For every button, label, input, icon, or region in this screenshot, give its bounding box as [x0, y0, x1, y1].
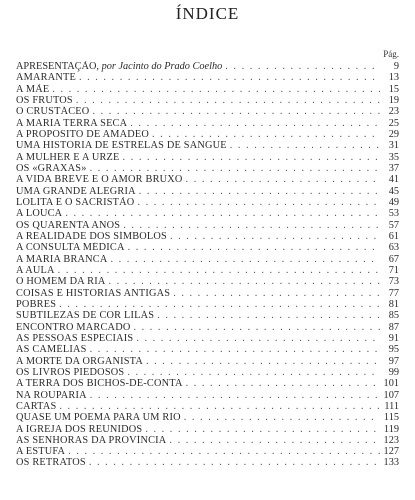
entry-page-number: 111 — [384, 400, 399, 412]
toc-entry — [16, 310, 399, 321]
dot-leader — [130, 118, 380, 129]
dot-leader — [170, 231, 380, 242]
entry-page-number: 77 — [388, 287, 399, 299]
entry-title: OS «GRAXAS» — [16, 162, 87, 174]
entry-title: A MORTE DA ORGANISTA — [16, 355, 143, 367]
entry-page-number: 23 — [388, 106, 399, 118]
entry-title: A MARIA BRANCA — [16, 253, 108, 265]
dot-leader — [169, 435, 380, 446]
entry-title: COISAS E HISTÓRIAS ANTIGAS — [16, 287, 171, 299]
entry-page-number: 99 — [388, 366, 399, 378]
dot-leader — [225, 61, 380, 72]
toc-entry — [16, 424, 399, 435]
entry-title: ENCONTRO MARCADO — [16, 321, 131, 333]
entry-page-number: 53 — [388, 208, 399, 220]
entry-title-prefix: APRESENTAÇÃO, — [16, 61, 99, 72]
entry-title: A ESTUFA — [16, 446, 66, 458]
entry-title: OS QUARENTA ANOS — [16, 219, 121, 231]
entry-page-number: 91 — [388, 332, 399, 344]
entry-page-number: 71 — [388, 264, 399, 276]
entry-page-number: 19 — [388, 94, 399, 106]
entry-title: UMA HISTÓRIA DE ESTRELAS DE SANGUE — [16, 140, 227, 152]
toc-entry — [16, 390, 399, 401]
toc-entry — [16, 254, 399, 265]
index-title: ÍNDICE — [175, 4, 240, 23]
entry-title — [16, 61, 222, 72]
table-of-contents — [16, 61, 399, 469]
entry-page-number: 107 — [383, 389, 399, 401]
entry-page-number: 13 — [388, 72, 399, 84]
entry-page-number: 87 — [388, 321, 399, 333]
toc-entry — [16, 84, 399, 95]
entry-page-number: 31 — [388, 140, 399, 152]
entry-title: POBRES — [16, 298, 57, 310]
page-column-header: Pág. — [383, 49, 399, 59]
dot-leader — [137, 197, 380, 208]
entry-title: A IGREJA DOS REUNIDOS — [16, 423, 143, 435]
entry-page-number: 123 — [383, 434, 399, 446]
toc-entry — [16, 242, 399, 253]
entry-title: O CRUSTÁCEO — [16, 106, 90, 118]
dot-leader — [184, 412, 380, 423]
dot-leader — [123, 152, 380, 163]
dot-leader — [108, 276, 380, 287]
dot-leader — [58, 265, 380, 276]
dot-leader — [111, 254, 381, 265]
entry-page-number: 133 — [383, 457, 399, 469]
dot-leader — [92, 106, 380, 117]
entry-title: A VIDA BREVE E O AMOR BRUXO — [16, 174, 183, 186]
dot-leader — [136, 333, 380, 344]
toc-entry — [16, 446, 399, 457]
entry-title: OS FRUTOS — [16, 94, 73, 106]
toc-entry — [16, 208, 399, 219]
entry-page-number: 9 — [393, 61, 399, 72]
entry-page-number: 45 — [388, 185, 399, 197]
entry-title: CARTAS — [16, 400, 57, 412]
toc-entry — [16, 412, 399, 423]
toc-entry — [16, 106, 399, 117]
entry-title: A AULA — [16, 264, 55, 276]
entry-page-number: 35 — [388, 151, 399, 163]
dot-leader — [157, 310, 380, 321]
entry-title: A MARIA TERRA SECA — [16, 117, 128, 129]
dot-leader — [90, 390, 380, 401]
toc-entry — [16, 367, 399, 378]
toc-entry — [16, 333, 399, 344]
entry-page-number: 85 — [388, 310, 399, 322]
dot-leader — [230, 140, 380, 151]
entry-page-number: 73 — [388, 276, 399, 288]
entry-page-number: 49 — [388, 196, 399, 208]
toc-entry — [16, 174, 399, 185]
entry-title: AS CAMÉLIAS — [16, 344, 87, 356]
toc-entry — [16, 220, 399, 231]
entry-page-number: 119 — [383, 423, 399, 435]
toc-entry — [16, 186, 399, 197]
entry-page-number: 97 — [388, 355, 399, 367]
entry-page-number: 25 — [388, 117, 399, 129]
entry-page-number: 61 — [388, 230, 399, 242]
entry-title: QUASE UM POEMA PARA UM RIO — [16, 412, 181, 424]
entry-page-number: 95 — [388, 344, 399, 356]
entry-page-number: 37 — [388, 162, 399, 174]
entry-page-number: 15 — [388, 83, 399, 95]
toc-entry — [16, 197, 399, 208]
toc-entry — [16, 129, 399, 140]
dot-leader — [59, 299, 380, 310]
toc-entry — [16, 457, 399, 468]
entry-title: AS SENHORAS DA PROVÍNCIA — [16, 434, 167, 446]
dot-leader — [89, 457, 380, 468]
entry-title: A MÃE — [16, 83, 50, 95]
dot-leader — [52, 84, 380, 95]
toc-entry — [16, 152, 399, 163]
dot-leader — [90, 344, 380, 355]
entry-title: NA ROUPARIA — [16, 389, 87, 401]
entry-title: OS RETRATOS — [16, 457, 86, 469]
dot-leader — [68, 446, 380, 457]
toc-entry — [16, 61, 399, 72]
toc-entry — [16, 435, 399, 446]
toc-entry — [16, 276, 399, 287]
entry-page-number: 41 — [388, 174, 399, 186]
entry-page-number: 115 — [383, 412, 399, 424]
dot-leader — [128, 242, 380, 253]
entry-title: AMARANTE — [16, 72, 76, 84]
entry-title-rest: por Jacinto do Prado Coelho — [99, 61, 223, 72]
entry-page-number: 127 — [383, 446, 399, 458]
dot-leader — [186, 378, 380, 389]
entry-title: O HOMEM DA RIA — [16, 276, 106, 288]
toc-entry — [16, 140, 399, 151]
entry-page-number: 101 — [383, 378, 399, 390]
entry-page-number: 57 — [388, 219, 399, 231]
entry-title: A CONSULTA MÉDICA — [16, 242, 125, 254]
entry-title: LOLITA E O SACRISTÃO — [16, 196, 135, 208]
toc-entry — [16, 72, 399, 83]
entry-page-number: 63 — [388, 242, 399, 254]
toc-entry — [16, 265, 399, 276]
toc-entry — [16, 288, 399, 299]
entry-title: A REALIDADE DOS SÍMBOLOS — [16, 230, 167, 242]
dot-leader — [146, 356, 380, 367]
toc-entry — [16, 95, 399, 106]
dot-leader — [133, 322, 380, 333]
toc-entry — [16, 231, 399, 242]
dot-leader — [152, 129, 380, 140]
entry-title: SUBTILEZAS DE COR LILÁS — [16, 310, 155, 322]
dot-leader — [76, 95, 380, 106]
toc-entry — [16, 344, 399, 355]
dot-leader — [123, 220, 380, 231]
entry-title: A PROPÓSITO DE AMADEO — [16, 128, 150, 140]
toc-entry — [16, 163, 399, 174]
toc-entry — [16, 299, 399, 310]
dot-leader — [59, 401, 380, 412]
dot-leader — [79, 72, 380, 83]
entry-title: A MULHER E A URZE — [16, 151, 120, 163]
dot-leader — [173, 288, 380, 299]
entry-page-number: 81 — [388, 298, 399, 310]
dot-leader — [127, 367, 380, 378]
toc-entry — [16, 378, 399, 389]
dot-leader — [139, 186, 380, 197]
entry-title: AS PESSOAS ESPECIAIS — [16, 332, 134, 344]
entry-page-number: 29 — [388, 128, 399, 140]
entry-page-number: 67 — [388, 253, 399, 265]
toc-entry — [16, 118, 399, 129]
dot-leader — [90, 163, 380, 174]
dot-leader — [145, 424, 380, 435]
entry-title: OS LIVROS PIEDOSOS — [16, 366, 125, 378]
toc-entry — [16, 322, 399, 333]
entry-title: A TERRA DOS BICHOS-DE-CONTA — [16, 378, 183, 390]
toc-entry — [16, 401, 399, 412]
dot-leader — [186, 174, 380, 185]
entry-title: UMA GRANDE ALEGRIA — [16, 185, 136, 197]
dot-leader — [65, 208, 380, 219]
toc-entry — [16, 356, 399, 367]
entry-title: A LOUCA — [16, 208, 63, 220]
